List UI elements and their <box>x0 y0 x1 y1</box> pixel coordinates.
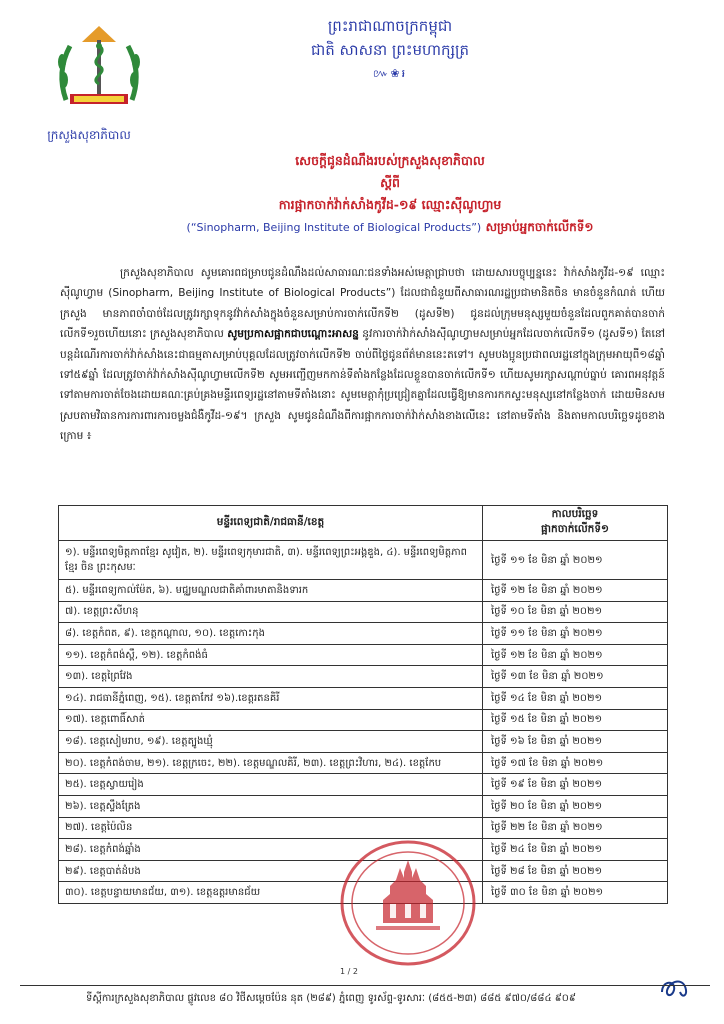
table-row <box>59 752 668 774</box>
col-header-location: មន្ទីរពេទ្យជាតិ/រាជធានី/ខេត្ត <box>59 506 483 541</box>
title-line-1: សេចក្តីជូនដំណឹងរបស់ក្រសួងសុខាភិបាល <box>295 153 485 168</box>
body-part-2: នូវការចាក់វ៉ាក់សាំងស៊ីណូហ្វាមសម្រាប់អ្នកដែលចាក់លើកទី១ (ដូសទី១) តែនៅបន្តដំណើរការចាក់វ៉ាក់សាំងនេះជាធម្មតាសម្រាប់បុគ្គលដែលត្រូវចាក់លើកទី២ ចាប់ពីថ្ងៃជូនព័ត៌មាននេះតទៅ។ សូមបងប្អូនប្រជាពលរដ្ឋនៅក្នុងក្រុមអាយុពី១៨ឆ្នាំ ទៅ៥៩ឆ្នាំ ដែលត្រូវចាក់វ៉ាក់សាំងស៊ីណូហ្វាមលើកទី២ សូមអញ្ជើញមកកាន់ទីតាំងកន្លែងដែលខ្លួនបានចាក់លើកទី១ ហើយសូមរក្សាសណ្តាប់ធ្នាប់ គោរពអនុវត្តន៍ទៅតាមការចាត់ចែងដោយគណៈគ្រប់គ្រងមន្ទីរពេទ្យរដ្ឋនៅតាមទីតាំងនោះ សូមមេត្តាកុំប្រជ្រៀតគ្នាដែលធ្វើឱ្យមានការកកស្ទះមនុស្សនៅកន្លែងចាក់ ដោយមិនសមស្របតាមវិធានការការពារការចម្លងជំងឺកូវីដ-១៩។ ក្រសួង សូមជូនដំណឹងពីការផ្អាកការចាក់វ៉ាក់សាំងខាងលើនេះ នៅតាមទីតាំង និងតាមកាលបរិច្ឆេទដូចខាងក្រោម ៖ <box>60 328 665 443</box>
table-row <box>59 644 668 666</box>
location-cell: ៥). មន្ទីរពេទ្យកាល់ម៉ែត, ៦). មជ្ឈមណ្ឌលជាតិគាំពារមាតានិងទារក <box>59 580 483 602</box>
table-header-row <box>59 506 668 541</box>
date-cell: ថ្ងៃទី ៣០ ខែ មិនា ឆ្នាំ ២០២១ <box>483 882 668 904</box>
col-header-date-line-2: ផ្អាកចាក់លើកទី១ <box>541 523 609 535</box>
date-cell: ថ្ងៃទី ១៥ ខែ មិនា ឆ្នាំ ២០២១ <box>483 709 668 731</box>
location-cell: ១៧). ខេត្តពោធិ៍សាត់ <box>59 709 483 731</box>
kingdom-header <box>200 14 580 86</box>
table-row <box>59 731 668 753</box>
subtitle-khmer: សម្រាប់អ្នកចាក់លើកទី១ <box>485 220 594 234</box>
table-row <box>59 601 668 623</box>
table-row <box>59 623 668 645</box>
kingdom-motto: ជាតិ សាសនា ព្រះមហាក្សត្រ <box>310 41 470 59</box>
table-row <box>59 580 668 602</box>
date-cell: ថ្ងៃទី ២៤ ខែ មិនា ឆ្នាំ ២០២១ <box>483 839 668 861</box>
date-cell: ថ្ងៃទី ១០ ខែ មិនា ឆ្នាំ ២០២១ <box>483 601 668 623</box>
title-line-2: ស្តីពី <box>380 175 400 190</box>
col-header-date-line-1: កាលបរិច្ឆេទ <box>551 508 599 520</box>
date-cell: ថ្ងៃទី ១១ ខែ មិនា ឆ្នាំ ២០២១ <box>483 541 668 580</box>
location-cell: ៨). ខេត្តកំពត, ៩). ខេត្តកណ្តាល, ១០). ខេត្តកោះកុង <box>59 623 483 645</box>
location-cell: ៧). ខេត្តព្រះសីហនុ <box>59 601 483 623</box>
signature-mark <box>656 972 692 1002</box>
table-row <box>59 709 668 731</box>
kingdom-title: ព្រះរាជាណាចក្រកម្ពុជា <box>327 17 453 35</box>
ministry-logo <box>52 22 146 122</box>
location-cell: ១៨). ខេត្តសៀមរាប, ១៩). ខេត្តត្បូងឃ្មុំ <box>59 731 483 753</box>
announcement-title <box>90 150 690 239</box>
table-row <box>59 541 668 580</box>
location-cell: ២០). ខេត្តកំពង់ចាម, ២១). ខេត្តក្រចេះ, ២២). ខេត្តមណ្ឌលគិរី, ២៣). ខេត្តព្រះវិហារ, ២៤). ខេត្តកែប <box>59 752 483 774</box>
location-cell: ២៧). ខេត្តប៉ៃលិន <box>59 817 483 839</box>
date-cell: ថ្ងៃទី ២២ ខែ មិនា ឆ្នាំ ២០២១ <box>483 817 668 839</box>
title-line-3: ការផ្អាកចាក់វ៉ាក់សាំងកូវីដ-១៩ ឈ្មោះស៊ីណូហ្វាម <box>278 197 502 212</box>
location-cell: ១). មន្ទីរពេទ្យមិត្តភាពខ្មែរ សូវៀត, ២). មន្ទីរពេទ្យកុមារជាតិ, ៣). មន្ទីរពេទ្យព្រះអង្គឌួង, ៤). មន្ទីរពេទ្យមិត្តភាពខ្មែរ ចិន ព្រះកុសមៈ <box>59 541 483 580</box>
location-cell: ៣០). ខេត្តបន្ទាយមានជ័យ, ៣១). ខេត្តឧត្តរមានជ័យ <box>59 882 483 904</box>
date-cell: ថ្ងៃទី ១៤ ខែ មិនា ឆ្នាំ ២០២១ <box>483 687 668 709</box>
date-cell: ថ្ងៃទី ១៩ ខែ មិនា ឆ្នាំ ២០២១ <box>483 774 668 796</box>
footer-divider <box>20 985 710 986</box>
date-cell: ថ្ងៃទី ១៣ ខែ មិនា ឆ្នាំ ២០២១ <box>483 666 668 688</box>
location-cell: ២៥). ខេត្តស្វាយរៀង <box>59 774 483 796</box>
location-cell: ២៩). ខេត្តបាត់ដំបង <box>59 860 483 882</box>
date-cell: ថ្ងៃទី ១៦ ខែ មិនា ឆ្នាំ ២០២១ <box>483 731 668 753</box>
title-line-4 <box>90 216 690 239</box>
announcement-body <box>60 263 665 447</box>
date-cell: ថ្ងៃទី ១២ ខែ មិនា ឆ្នាំ ២០២១ <box>483 580 668 602</box>
table-row <box>59 817 668 839</box>
location-cell: ១៤). រាជធានីភ្នំពេញ, ១៥). ខេត្តតាកែវ ១៦).ខេត្តរតនគិរី <box>59 687 483 709</box>
location-cell: ២៦). ខេត្តស្ទឹងត្រែង <box>59 795 483 817</box>
date-cell: ថ្ងៃទី ២៨ ខែ មិនា ឆ្នាំ ២០២១ <box>483 860 668 882</box>
body-part-1: ក្រសួងសុខាភិបាល សូមគោរពជម្រាបជូនដំណឹងដល់សាធារណៈជនទាំងអស់មេត្តាជ្រាបថា ដោយសារបច្ចុប្បន្ននេះ វ៉ាក់សាំងកូវីដ-១៩ ឈ្មោះស៊ីណូហ្វាម (Sinopharm, Beijing Institute of Biological Products”) ដែលជាជំនួយពីសាធារណរដ្ឋប្រជាមានិតចិន មានចំនួនកំណត់ ហើយក្រសួង មានភាពចាំបាច់ដែលត្រូវរក្សាទុកនូវវ៉ាក់សាំងក្នុងចំនួនសម្រាប់ការចាក់លើកទី២ (ដូសទី២) ជូនដល់ក្រុមមនុស្សមួយចំនួនដែលពួកគាត់បានចាក់លើកទី១រួចហើយនោះ ក្រសួងសុខាភិបាល <box>60 267 665 341</box>
ornament: ៚❀៛ <box>372 67 408 80</box>
location-cell: ១៣). ខេត្តព្រៃវែង <box>59 666 483 688</box>
table-row <box>59 687 668 709</box>
table-row <box>59 666 668 688</box>
body-emphasis: សូមប្រកាសផ្អាកជាបណ្តោះអាសន្ន <box>227 328 359 341</box>
ministry-name: ក្រសួងសុខាភិបាល <box>47 128 131 142</box>
date-cell: ថ្ងៃទី ១១ ខែ មិនា ឆ្នាំ ២០២១ <box>483 623 668 645</box>
location-cell: ១១). ខេត្តកំពង់ស្ពឺ, ១២). ខេត្តកំពង់ធំ <box>59 644 483 666</box>
body-paragraph <box>60 263 665 447</box>
subtitle-english: (“Sinopharm, Beijing Institute of Biological Products”) <box>186 221 482 234</box>
location-cell: ២៨). ខេត្តកំពង់ឆ្នាំង <box>59 839 483 861</box>
page-number: 1 / 2 <box>340 967 358 976</box>
date-cell: ថ្ងៃទី ១៧ ខែ មិនា ឆ្នាំ ២០២១ <box>483 752 668 774</box>
table-row <box>59 774 668 796</box>
official-seal-stamp <box>338 838 478 968</box>
col-header-date <box>483 506 668 541</box>
footer-address: ទីស្តីការក្រសួងសុខាភិបាល ផ្លូវលេខ ៨០ វិថីសម្តេចប៉ែន នុត (២៨៩) ភ្នំពេញ ទូរស័ព្ទ-ទូរសារៈ (៨៥៥-២៣) ៨៨៥ ៩៧០/៨៨៤ ៩០៩ <box>86 993 576 1004</box>
date-cell: ថ្ងៃទី ១២ ខែ មិនា ឆ្នាំ ២០២១ <box>483 644 668 666</box>
date-cell: ថ្ងៃទី ២០ ខែ មិនា ឆ្នាំ ២០២១ <box>483 795 668 817</box>
table-row <box>59 795 668 817</box>
